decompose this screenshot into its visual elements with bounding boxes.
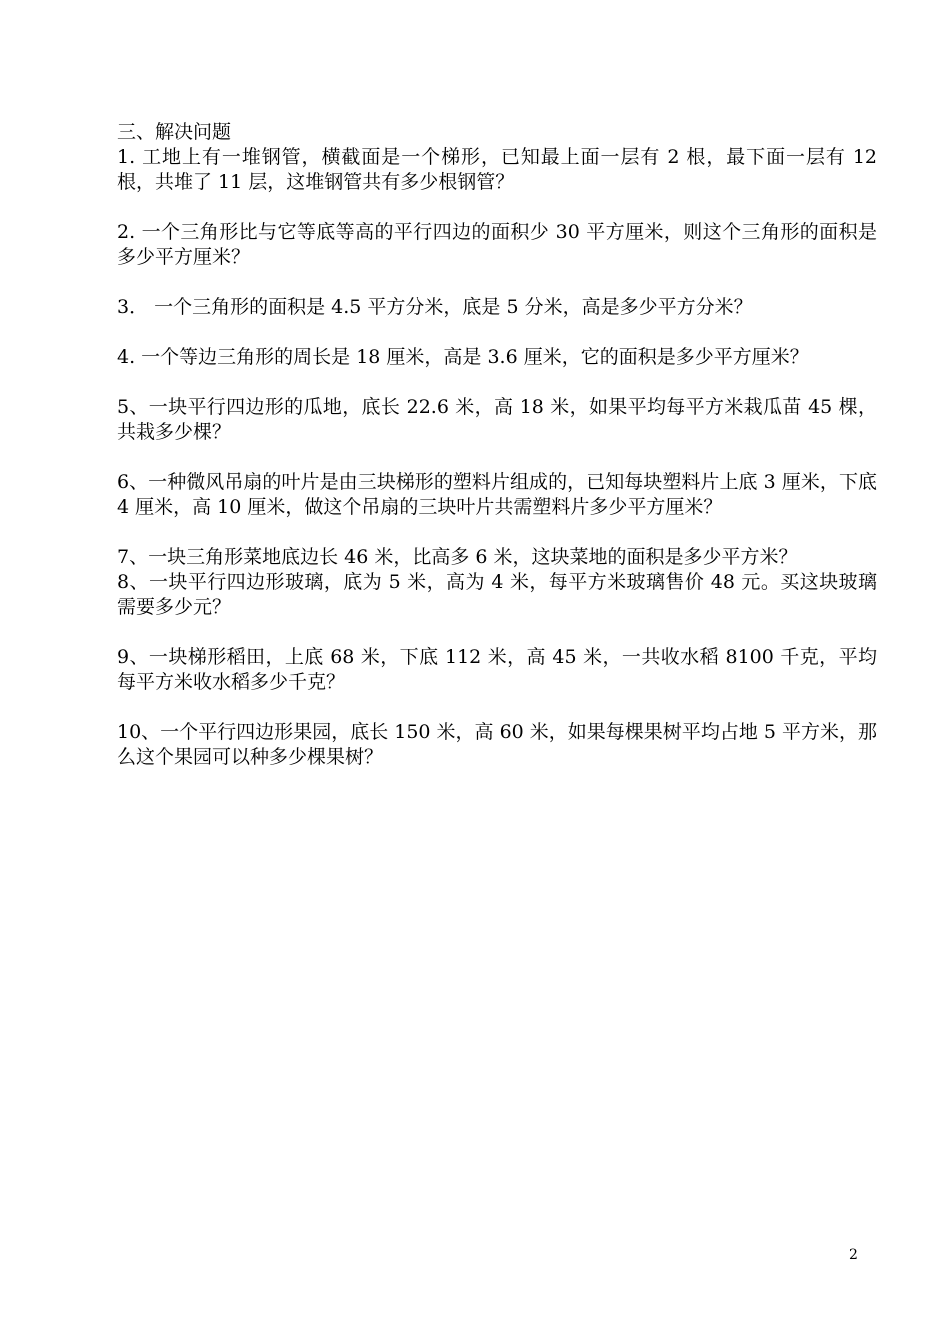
problem-10: 10、一个平行四边形果园，底长 150 米，高 60 米，如果每棵果树平均占地 5 平方米，那么这个果园可以种多少棵果树？ [117,721,877,768]
problem-3: 3． 一个三角形的面积是 4.5 平方分米，底是 5 分米，高是多少平方分米？ [117,296,753,318]
problem-7: 7、一块三角形菜地底边长 46 米，比高多 6 米，这块菜地的面积是多少平方米？ [117,546,798,568]
problem-2: 2. 一个三角形比与它等底等高的平行四边的面积少 30 平方厘米，则这个三角形的面积是多少平方厘米？ [117,221,877,268]
problem-1: 1. 工地上有一堆钢管，横截面是一个梯形，已知最上面一层有 2 根，最下面一层有 12 根，共堆了 11 层，这堆钢管共有多少根钢管？ [117,146,884,193]
problem-4: 4. 一个等边三角形的周长是 18 厘米，高是 3.6 厘米，它的面积是多少平方厘米？ [117,346,809,368]
problem-9: 9、一块梯形稻田，上底 68 米，下底 112 米，高 45 米，一共收水稻 8100 千克，平均每平方米收水稻多少千克？ [117,646,877,693]
problem-6: 6、一种微风吊扇的叶片是由三块梯形的塑料片组成的，已知每块塑料片上底 3 厘米，下底 4 厘米，高 10 厘米，做这个吊扇的三块叶片共需塑料片多少平方厘米？ [117,471,884,518]
page-number: 2 [849,1247,858,1263]
problem-8: 8、一块平行四边形玻璃，底为 5 米，高为 4 米，每平方米玻璃售价 48 元。买这块玻璃需要多少元？ [117,571,877,618]
problem-section [117,120,884,770]
problem-5: 5、一块平行四边形的瓜地，底长 22.6 米，高 18 米，如果平均每平方米栽瓜苗 45 棵，共栽多少棵？ [117,396,877,443]
section-title: 三、解决问题 [117,121,232,143]
